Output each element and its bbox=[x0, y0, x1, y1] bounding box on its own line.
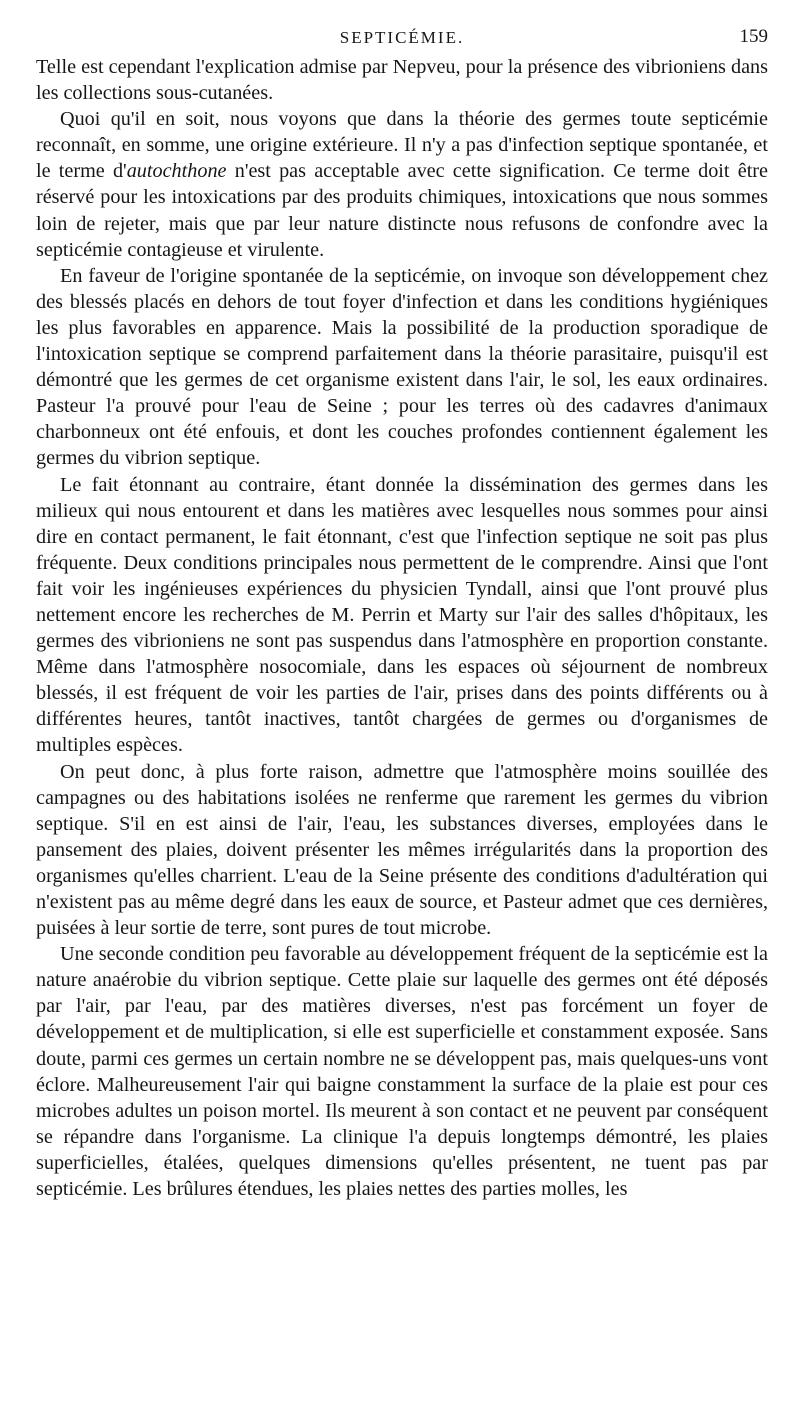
running-title: SEPTICÉMIE. bbox=[339, 28, 465, 47]
paragraph bbox=[36, 106, 768, 263]
italic-term: autochthone bbox=[126, 160, 227, 183]
paragraph bbox=[36, 941, 768, 1202]
book-page bbox=[36, 24, 768, 1202]
paragraph bbox=[36, 759, 768, 942]
text-segment: En faveur de l'origine spontanée de la septicémie, on invoque son développement chez des blessés placés en dehors de tout foyer d'infection et dans les conditions hygiéniques les plus favorables en apparence. Mais la possibilité de la production sporadique de l'intoxication septique se comprend parfaitement dans la théorie parasitaire, puisqu'il est démontré que les germes de cet organisme existent dans l'air, le sol, les eaux ordinaires. Pasteur l'a prouvé pour l'eau de Seine ; pour les terres où des cadavres d'animaux charbonneux ont été enfouis, et dont les couches profondes contiennent également les germes du vibrion septique. bbox=[36, 264, 768, 470]
paragraph bbox=[36, 263, 768, 472]
text-segment: Quoi qu'il en soit, nous voyons que dans la théorie des germes toute septicémie reconnaît, en somme, une origine extérieure. Il n'y a pas d'infection septique spontanée, et le terme d' bbox=[36, 108, 768, 183]
text-segment: n'est pas acceptable avec cette signification. Ce terme doit être réservé pour les intoxications par des produits chimiques, intoxications que nous sommes loin de rejeter, mais que par leur nature distincte nous refusons de confondre avec la septicémie contagieuse et virulente. bbox=[36, 160, 768, 261]
text-segment: On peut donc, à plus forte raison, admettre que l'atmosphère moins souillée des campagnes ou des habitations isolées ne renferme que rarement les germes du vibrion septique. S'il en est ainsi de l'air, l'eau, les substances diverses, employées dans le pansement des plaies, doivent présenter les mêmes irrégularités dans la proportion des organismes qu'elles charrient. L'eau de la Seine présente des conditions d'adultération qui n'existent pas au même degré dans les eaux de source, et Pasteur admet que ces dernières, puisées à leur sortie de terre, sont pures de tout microbe. bbox=[36, 760, 768, 940]
paragraph bbox=[36, 472, 768, 759]
text-segment: Une seconde condition peu favorable au développement fréquent de la septicémie est la nature anaérobie du vibrion septique. Cette plaie sur laquelle des germes ont été déposés par l'air, par l'eau, par des matières diverses, n'est pas forcément un foyer de développement et de multiplication, si elle est superficielle et constamment exposée. Sans doute, parmi ces germes un certain nombre ne se développent pas, mais quelques-uns vont éclore. Malheureusement l'air qui baigne constamment la surface de la plaie est pour ces microbes adultes un poison mortel. Ils meurent à son contact et ne peuvent par conséquent se répandre dans l'organisme. La clinique l'a depuis longtemps démontré, les plaies superficielles, étalées, quelques dimensions qu'elles présentent, ne tuent pas par septicémie. Les brûlures étendues, les plaies nettes des parties molles, les bbox=[36, 943, 768, 1201]
body-text bbox=[36, 54, 768, 1202]
page-number: 159 bbox=[739, 26, 768, 47]
paragraph bbox=[36, 54, 768, 106]
text-segment: Le fait étonnant au contraire, étant donnée la dissémination des germes dans les milieux qui nous entourent et dans les matières avec lesquelles nous sommes pour ainsi dire en contact permanent, le fait étonnant, c'est que l'infection septique ne soit pas plus fréquente. Deux conditions principales nous permettent de le comprendre. Ainsi que l'ont fait voir les ingénieuses expériences du physicien Tyndall, ainsi que l'ont prouvé plus nettement encore les recherches de M. Perrin et Marty sur l'air des salles d'hôpitaux, les germes des vibrioniens ne sont pas suspendus dans l'atmosphère en proportion constante. Même dans l'atmosphère nosocomiale, dans les espaces où séjournent de nombreux blessés, il est fréquent de voir les parties de l'air, prises dans des points différents ou à différentes heures, tantôt inactives, tantôt chargées de germes ou d'organismes de multiples espèces. bbox=[36, 473, 768, 757]
text-segment: Telle est cependant l'explication admise par Nepveu, pour la présence des vibrioniens dans les collections sous-cutanées. bbox=[36, 56, 768, 105]
running-header bbox=[36, 24, 768, 54]
